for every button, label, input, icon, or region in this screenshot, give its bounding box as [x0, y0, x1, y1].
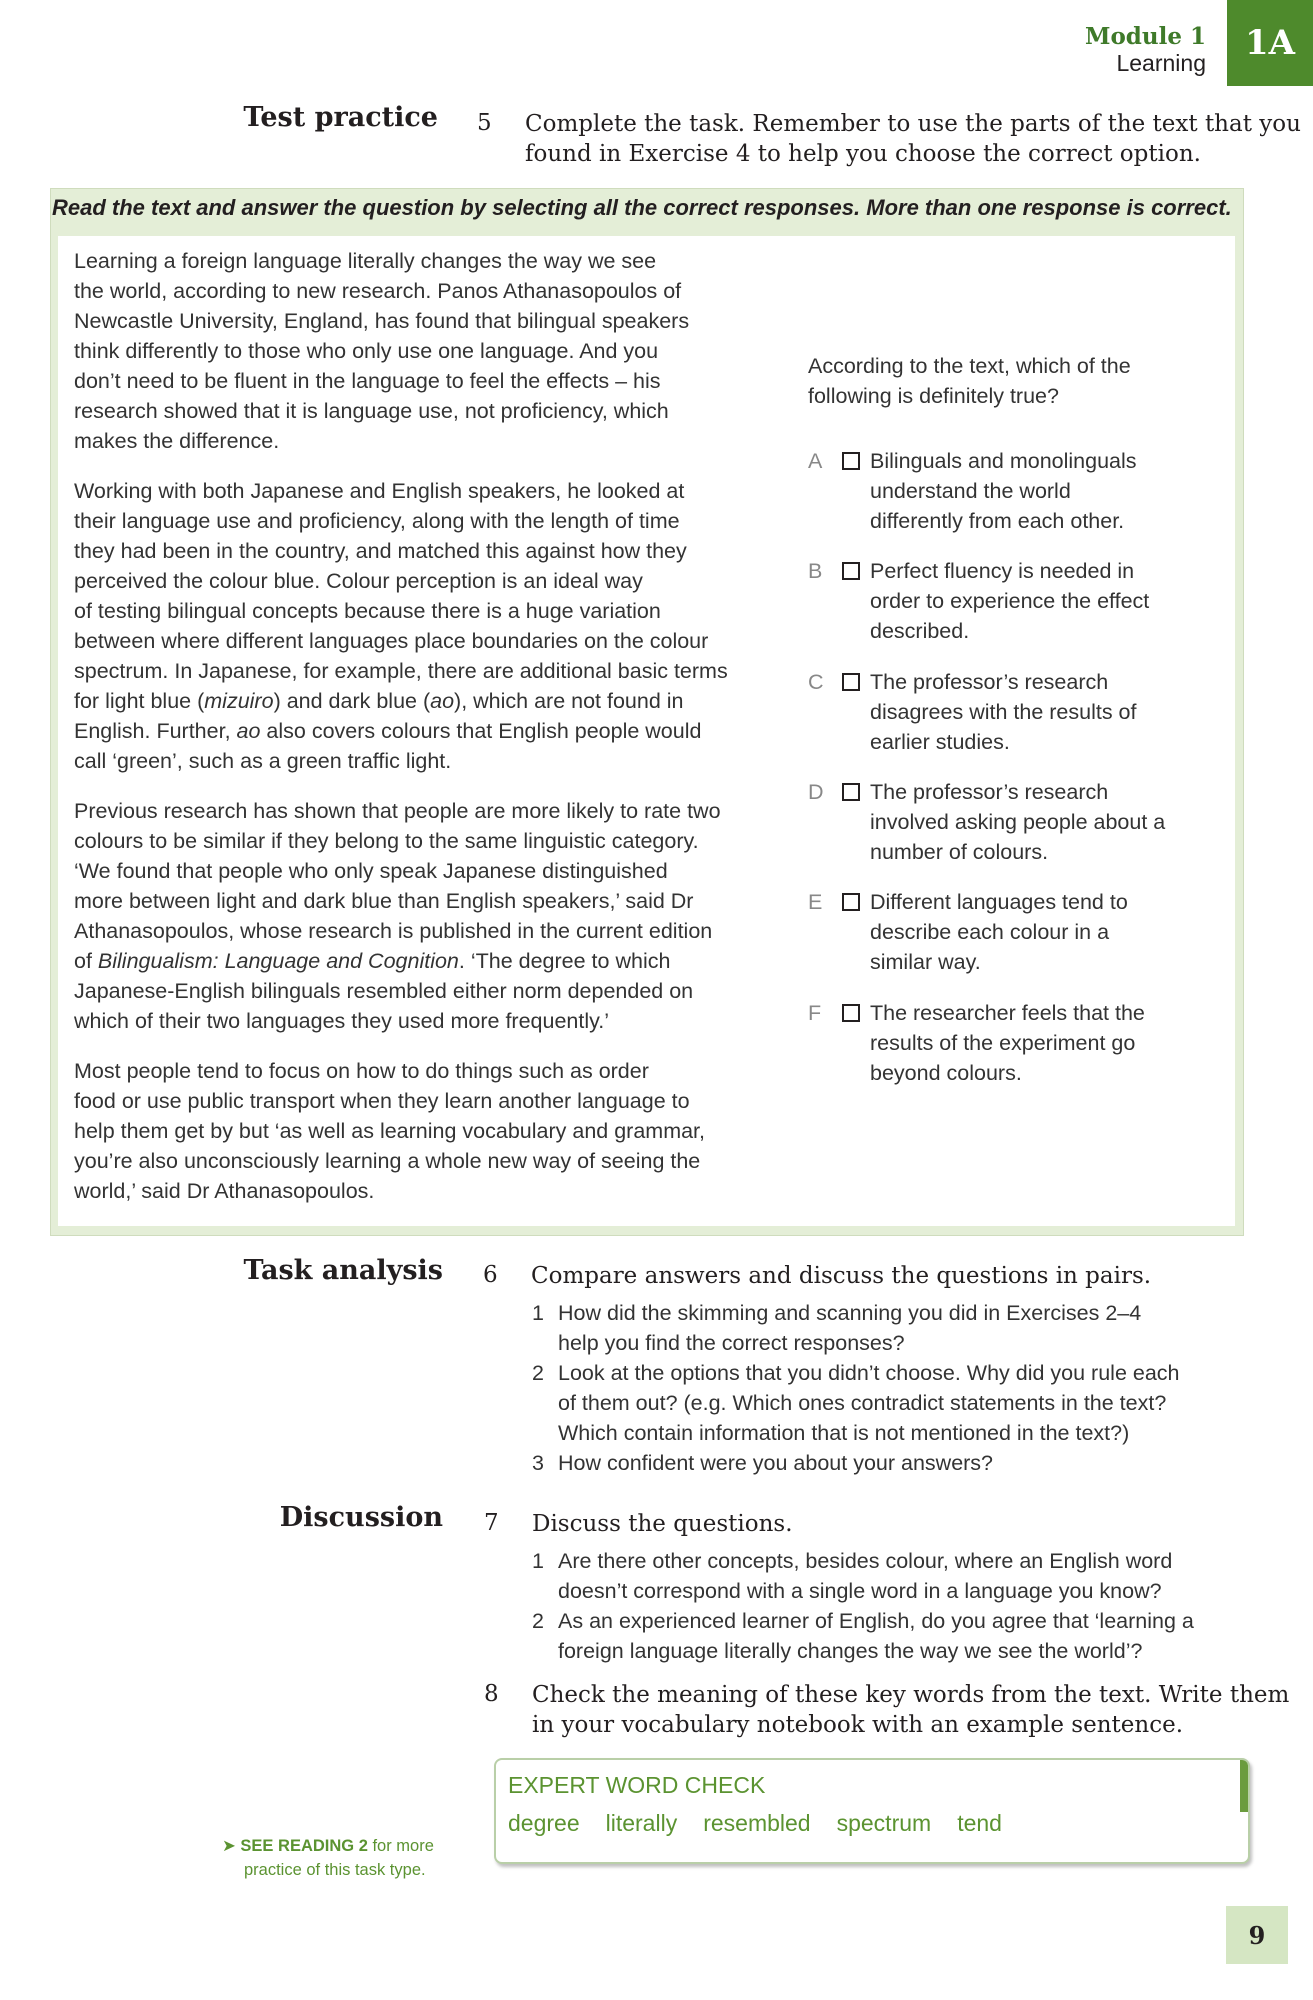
task-instruction: Read the text and answer the question by selecting all the correct responses. More than one response is correct. [52, 195, 1232, 220]
expert-word-check-title: EXPERT WORD CHECK [508, 1772, 766, 1798]
exercise-8-number: 8 [484, 1681, 499, 1707]
expert-word-list [508, 1810, 1028, 1837]
option-b-checkbox[interactable] [842, 562, 860, 580]
option-e[interactable]: E Different languages tend to describe each colour in a similar way. [808, 887, 1198, 977]
exercise-6-number: 6 [483, 1262, 498, 1288]
exercise-7-prompt: Discuss the questions. [532, 1511, 793, 1537]
page-number: 9 [1226, 1906, 1288, 1964]
exercise-7-number: 7 [484, 1510, 499, 1536]
option-f-checkbox[interactable] [842, 1004, 860, 1022]
box-accent-bar [1240, 1760, 1248, 1812]
list-item: 1 How did the skimming and scanning you did in Exercises 2–4 help you find the correct responses? [532, 1301, 1142, 1355]
option-a[interactable]: A Bilinguals and monolinguals understand the world differently from each other. [808, 446, 1198, 536]
test-practice-label: Test practice [243, 102, 438, 133]
exercise-8-text: Check the meaning of these key words from the text. Write them in your vocabulary notebook with an example sentence. [532, 1682, 1290, 1738]
list-item: 2 Look at the options that you didn’t choose. Why did you rule each of them out? (e.g. Which ones contradict statements in the text? Which contain information that is not mentioned in the text?) [532, 1361, 1180, 1445]
option-a-checkbox[interactable] [842, 452, 860, 470]
task-analysis-label: Task analysis [243, 1255, 443, 1286]
discussion-label: Discussion [279, 1502, 443, 1533]
option-letter: C [808, 670, 824, 694]
option-letter: B [808, 559, 823, 583]
key-word: tend [957, 1810, 1002, 1836]
exercise-5-number: 5 [477, 110, 492, 136]
option-b[interactable]: B Perfect fluency is needed in order to experience the effect described. [808, 556, 1198, 646]
option-f[interactable]: F The researcher feels that the results of the experiment go beyond colours. [808, 998, 1198, 1088]
option-c[interactable]: C The professor’s research disagrees with the results of earlier studies. [808, 667, 1198, 757]
option-letter: D [808, 780, 824, 804]
key-word: literally [605, 1810, 678, 1836]
arrow-icon: ➤ [222, 1837, 236, 1855]
key-word: degree [508, 1810, 580, 1836]
list-item: 1 Are there other concepts, besides colour, where an English word doesn’t correspond with a single word in a language you know? [532, 1549, 1173, 1603]
module-number: Module 1 [1085, 23, 1206, 50]
option-c-checkbox[interactable] [842, 673, 860, 691]
question-stem: According to the text, which of the following is definitely true? [808, 354, 1131, 408]
list-item: 2 As an experienced learner of English, do you agree that ‘learning a foreign language literally changes the way we see the world’? [532, 1609, 1194, 1663]
module-heading [1085, 24, 1206, 77]
key-word: spectrum [836, 1810, 932, 1836]
option-letter: E [808, 890, 823, 914]
option-d-checkbox[interactable] [842, 783, 860, 801]
see-reading-note: ➤ SEE READING 2 for more practice of this task type. [222, 1837, 434, 1879]
key-word: resembled [703, 1810, 811, 1836]
list-item: 3 How confident were you about your answers? [532, 1451, 994, 1475]
option-letter: F [808, 1001, 822, 1025]
paragraph-4: Most people tend to focus on how to do things such as order food or use public transport when they learn another language to help them get by but ‘as well as learning vocabulary and grammar, you’re also unconsciously learning a whole new way of seeing the world,’ said Dr Athanasopoulos. [74, 1059, 706, 1203]
option-letter: A [808, 449, 823, 473]
exercise-6-prompt: Compare answers and discuss the questions in pairs. [531, 1263, 1152, 1289]
paragraph-1: Learning a foreign language literally changes the way we see the world, according to new research. Panos Athanasopoulos of Newcastle University, England, has found that bilingual speakers think differently to those who only use one language. And you don’t need to be fluent in the language to feel the effects – his research showed that it is language use, not proficiency, which makes the difference. [74, 249, 690, 453]
module-topic: Learning [1116, 50, 1206, 77]
paragraph-3: Previous research has shown that people are more likely to rate two colours to be similar if they belong to the same linguistic category. ‘We found that people who only speak Japanese distinguished more between light and dark blue than English speakers,’ said Dr Athanasopoulos, whose research is published in the current edition of Bilingualism: Language and Cognition. ‘The degree to which Japanese-English bilinguals resembled either norm depended on which of their two languages they used more frequently.’ [74, 799, 721, 1033]
unit-tab: 1A [1227, 0, 1313, 86]
paragraph-2: Working with both Japanese and English speakers, he looked at their language use and proficiency, along with the length of time they had been in the country, and matched this against how they perceived the colour blue. Colour perception is an ideal way of testing bilingual concepts because there is a huge variation between where different languages place boundaries on the colour spectrum. In Japanese, for example, there are additional basic terms for light blue (mizuiro) and dark blue (ao), which are not found in English. Further, ao also covers colours that English people would call ‘green’, such as a green traffic light. [74, 479, 728, 773]
exercise-5-text: Complete the task. Remember to use the parts of the text that you found in Exercise 4 to help you choose the correct option. [525, 111, 1301, 167]
option-d[interactable]: D The professor’s research involved asking people about a number of colours. [808, 777, 1198, 867]
reading-passage [74, 246, 760, 1226]
option-e-checkbox[interactable] [842, 893, 860, 911]
